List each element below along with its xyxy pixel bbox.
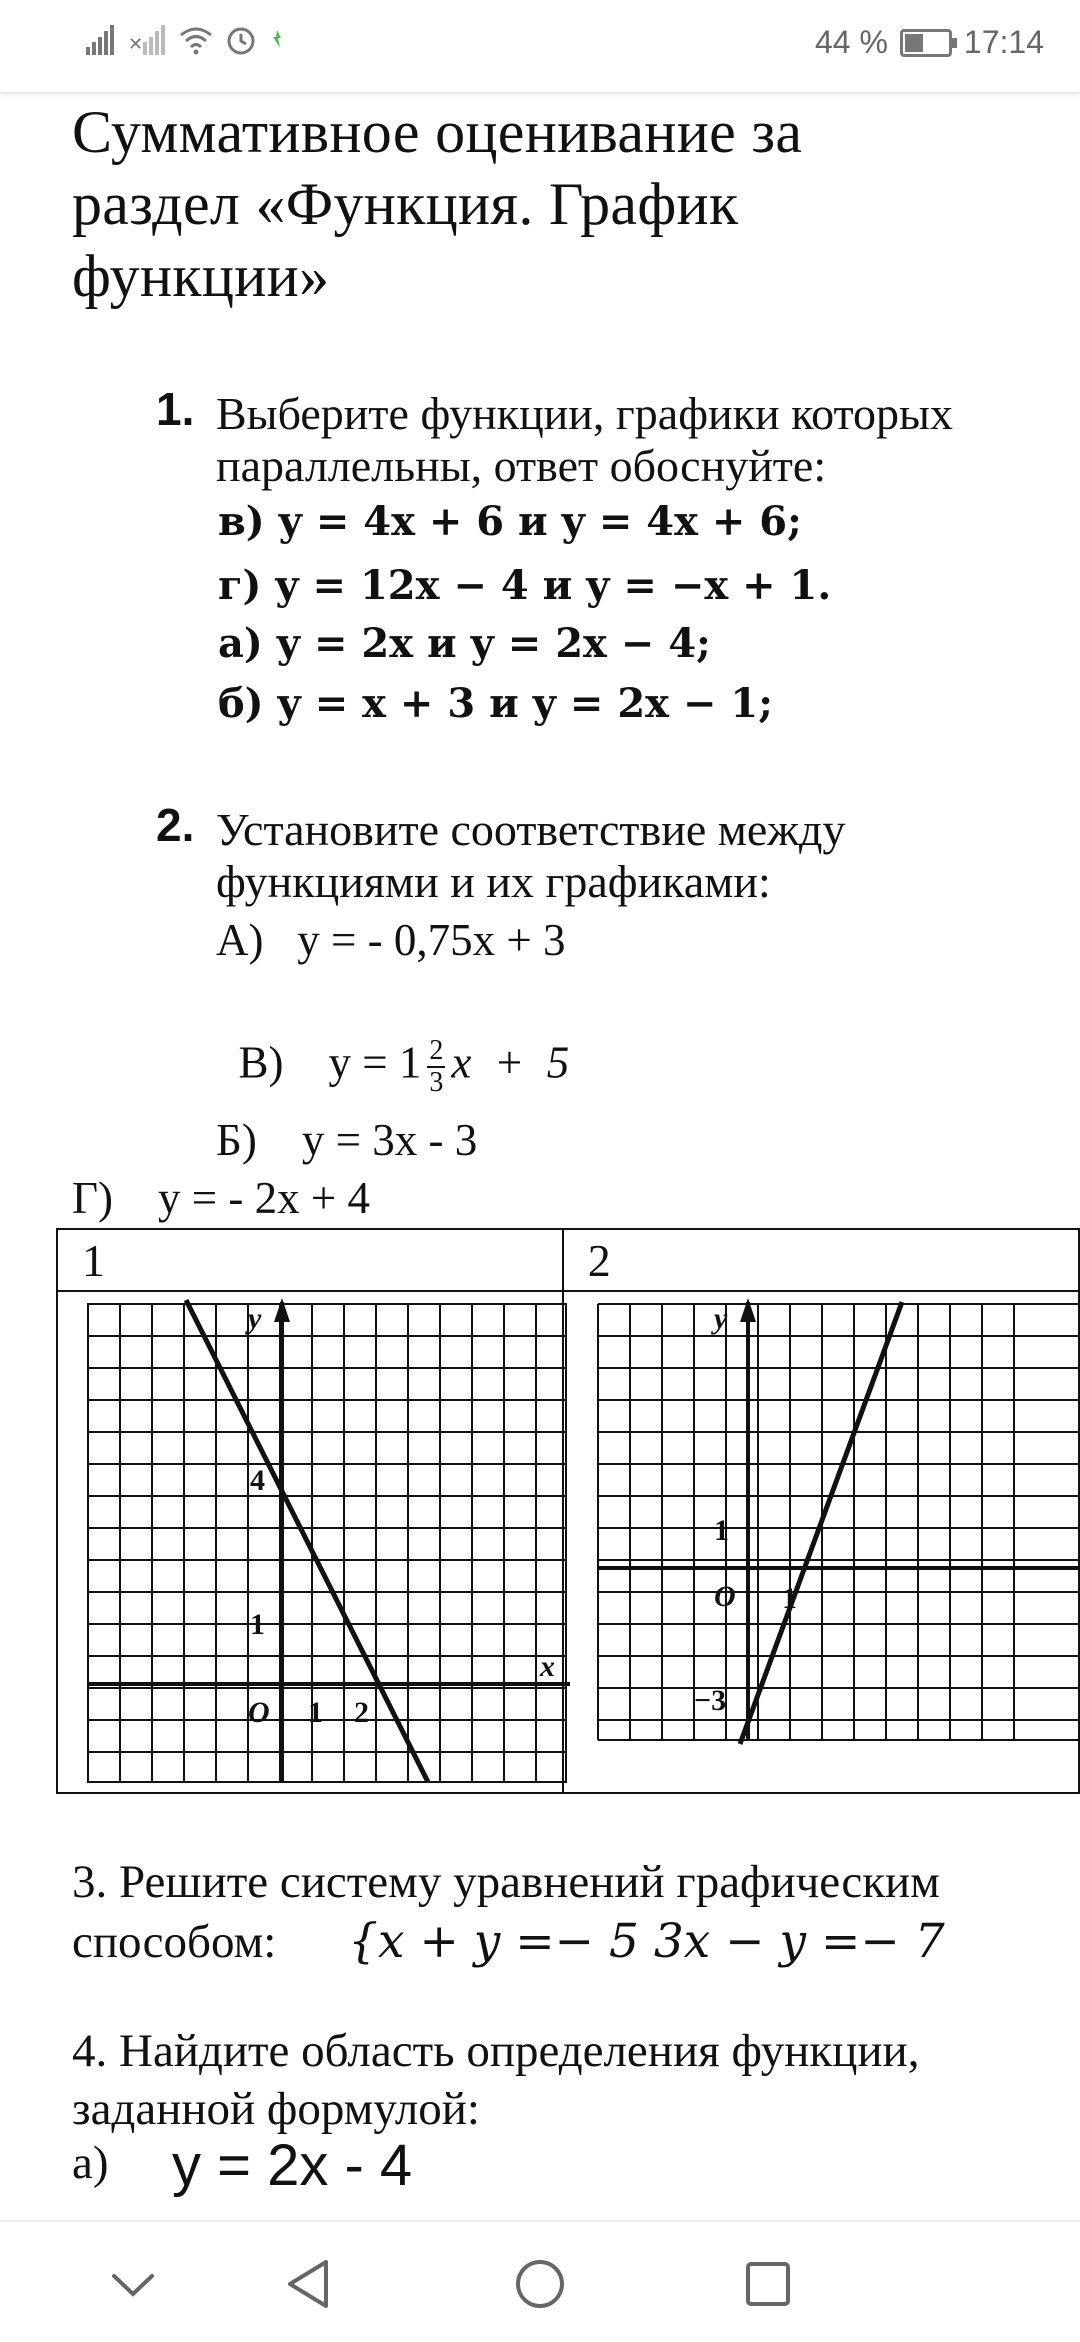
alarm-icon [225, 24, 257, 56]
document-title: Суммативное оценивание за раздел «Функция. График функции» [72, 99, 803, 309]
signal-icon [86, 25, 116, 55]
recent-apps-icon[interactable] [744, 2260, 792, 2308]
graph-1-tick-1y: 1 [250, 1608, 265, 1641]
q2-text: Установите соответствие между функциями и их графиками: [216, 804, 846, 907]
graph-1-line [186, 1300, 428, 1782]
q2-number: 2. [156, 799, 195, 851]
graph-1-tick-2x: 2 [354, 1696, 369, 1729]
q1-number: 1. [156, 383, 195, 435]
graph-1-y-arrow [274, 1298, 290, 1322]
status-icons-left [86, 24, 285, 56]
graph-2-origin-label: O [713, 1580, 736, 1613]
graph-2-tick-1x: 1 [781, 1582, 797, 1615]
q2-function-v [216, 984, 569, 1098]
graph-1-origin-label: O [248, 1696, 270, 1729]
graph-2-header: 2 [563, 1229, 1079, 1291]
graph-1-header: 1 [57, 1229, 563, 1291]
q1-text: Выберите функции, графики которых параллельны, ответ обоснуйте: [216, 388, 953, 491]
battery-percent: 44 % [814, 24, 888, 60]
graphs-table [56, 1228, 1080, 1794]
battery-icon [900, 29, 952, 57]
wifi-icon [179, 25, 213, 55]
q3-text: 3. Решите систему уравнений графическим способом: [72, 1856, 940, 1968]
graph-2-cell [563, 1291, 1079, 1793]
graph-1-tick-4: 4 [250, 1464, 265, 1497]
status-icons-right [815, 24, 1044, 61]
status-bar [0, 0, 1080, 92]
q2-function-v-prefix: В) у = 1 [238, 1037, 422, 1088]
graph-2-y-arrow [740, 1298, 756, 1322]
clock-time: 17:14 [963, 24, 1044, 60]
q3-block [72, 1852, 1072, 1972]
q2-function-v-suffix: x + 5 [451, 1037, 570, 1088]
q4-a-label: а) [72, 2137, 109, 2189]
q3-system: {x + y =− 5 3x − y =− 7 [348, 1914, 945, 1969]
home-icon[interactable] [514, 2258, 566, 2310]
q2-function-g: Г) у = - 2x + 4 [72, 1173, 370, 1223]
graph-1-y-label: y [248, 1302, 262, 1335]
signal-no-service-icon: ✕ [128, 25, 167, 55]
q2-function-a: А) у = - 0,75x + 3 [216, 915, 566, 965]
graph-1-cell [57, 1291, 563, 1793]
q1-option-a: а) y = 2x и y = 2x − 4; [218, 620, 711, 667]
graph-2 [564, 1292, 1080, 1792]
q4-text: 4. Найдите область определения функции, заданной формулой: [72, 2025, 920, 2135]
graph-2-y-label: y [713, 1302, 728, 1335]
fraction-numerator: 2 [429, 1035, 444, 1066]
q1-option-g: г) y = 12x − 4 и y = −x + 1. [218, 562, 832, 609]
back-icon[interactable] [284, 2258, 332, 2310]
q4-a-equation: y = 2x - 4 [172, 2133, 413, 2198]
graph-1-x-label: x [540, 1650, 555, 1683]
graph-2-tick-1y: 1 [713, 1514, 729, 1547]
graph-1-tick-1x: 1 [308, 1696, 323, 1729]
q2-function-v-fraction [427, 1036, 445, 1098]
fraction-denominator: 3 [429, 1067, 444, 1098]
navigation-bar [0, 2220, 1080, 2342]
chevron-down-icon[interactable] [110, 2272, 156, 2300]
q1-option-b: б) y = x + 3 и y = 2x − 1; [218, 680, 773, 727]
q1-option-v: в) y = 4x + 6 и y = 4x + 6; [218, 498, 802, 545]
graph-1 [58, 1292, 630, 1792]
graph-2-tick-minus3: −3 [693, 1684, 726, 1717]
q2-function-b: Б) у = 3x - 3 [216, 1115, 478, 1165]
app-notification-icon [269, 28, 285, 52]
